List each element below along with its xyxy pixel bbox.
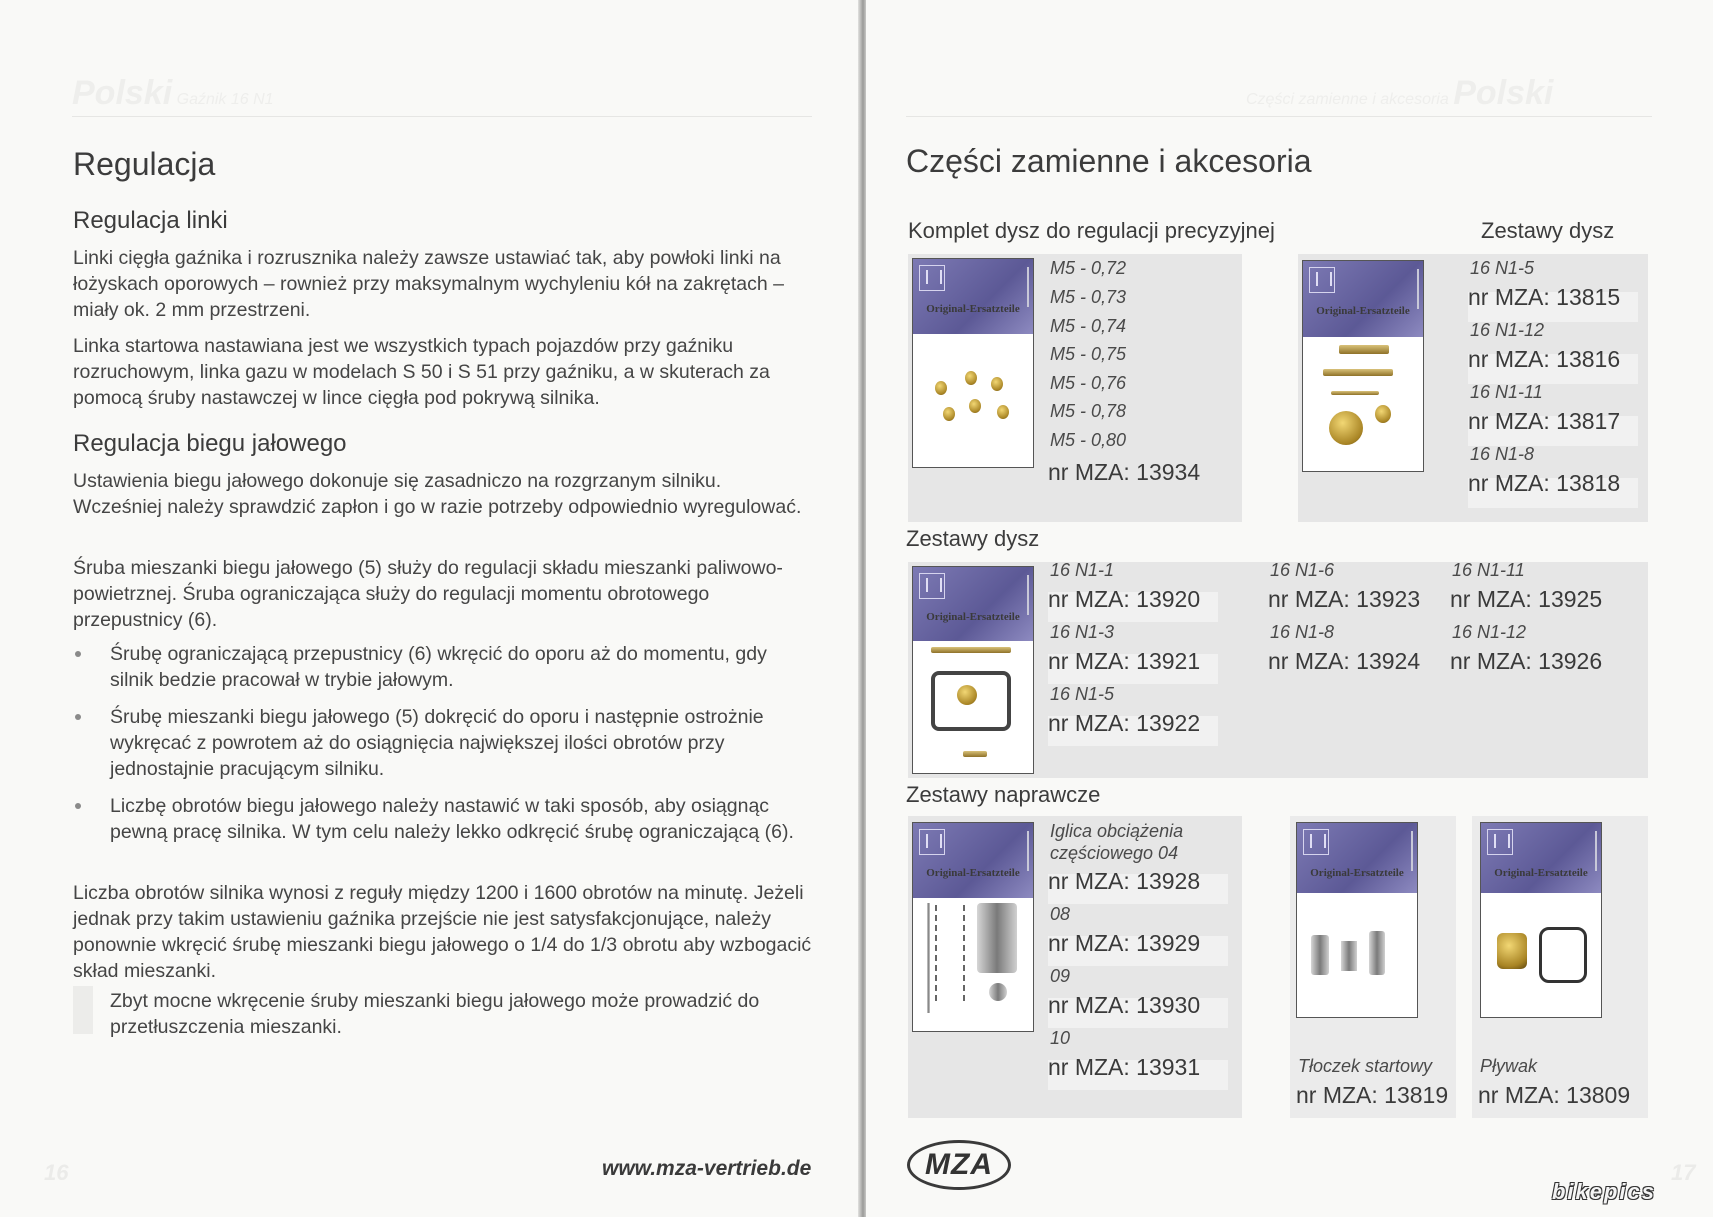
jet-part-icon	[997, 405, 1009, 419]
bullet-item-2: Śrubę mieszanki biegu jałowego (5) dokręcić do oporu i następnie ostrożnie wykręcać z powrotem aż do osiągnięcia największej ilości obrotów przy jednostajnie pracującym silniku.	[110, 706, 764, 780]
header-rule	[906, 116, 1652, 117]
header-rule	[72, 116, 812, 117]
mza-logo: MZA	[907, 1140, 1011, 1190]
part-code: 16 N1-3	[1050, 622, 1115, 642]
package-logo-icon	[1303, 829, 1329, 855]
package-label: Original-Ersatzteile	[1494, 867, 1588, 879]
package-label: Original-Ersatzteile	[1316, 305, 1410, 317]
jet-part-icon	[1375, 405, 1391, 423]
part-number: nr MZA: 13924	[1268, 648, 1421, 674]
part-code: 16 N1-1	[1050, 560, 1115, 580]
group-title-precision-jets: Komplet dysz do regulacji precyzyjnej	[908, 218, 1275, 243]
jet-part-icon	[935, 381, 947, 395]
bullet-dot	[75, 651, 81, 657]
package-label: Original-Ersatzteile	[926, 867, 1020, 879]
right-header	[1246, 74, 1553, 116]
paragraph-cable-2: Linka startowa nastawiana jest we wszystkich typach pojazdów przy gaźniku rozruchowym, linka gazu w modelach S 50 i S 51 przy gaźniku, a w skuterach za pomocą śruby nastawczej w lince cięgła pod pokrywą silnika.	[73, 335, 770, 409]
header-language: Polski	[72, 74, 173, 112]
product-card-jet-sets-2	[908, 562, 1648, 778]
jet-part-icon	[943, 407, 955, 421]
part-number: nr MZA: 13816	[1468, 346, 1621, 372]
jet-part-icon	[957, 685, 977, 705]
bullet-dot	[75, 714, 81, 720]
paragraph-idle-1: Ustawienia biegu jałowego dokonuje się zasadniczo na rozgrzanym silniku. Wcześniej należy sprawdzić zapłon i go w razie potrzeby odpowiednio wyregulować.	[73, 470, 802, 518]
part-code: 08	[1050, 904, 1071, 924]
package-label: Original-Ersatzteile	[1310, 867, 1404, 879]
part-code: 16 N1-8	[1470, 444, 1535, 464]
subsection-idle-adjustment: Regulacja biegu jałowego	[73, 430, 347, 457]
jet-size: M5 - 0,76	[1050, 373, 1127, 393]
part-number: nr MZA: 13928	[1048, 868, 1201, 894]
package-logo-icon	[1309, 267, 1335, 293]
jet-size: M5 - 0,72	[1050, 258, 1127, 278]
part-code: 16 N1-5	[1050, 684, 1115, 704]
jet-size: M5 - 0,73	[1050, 287, 1127, 307]
jet-size: M5 - 0,74	[1050, 316, 1127, 336]
part-code: 09	[1050, 966, 1071, 986]
package-label: Original-Ersatzteile	[926, 611, 1020, 623]
product-package-image	[912, 822, 1034, 1032]
section-title: Regulacja	[73, 146, 216, 182]
jet-part-icon	[965, 371, 977, 385]
part-number: nr MZA: 13931	[1048, 1054, 1201, 1080]
note-marker	[73, 986, 93, 1034]
part-description: Iglica obciążenia częściowego 04	[1050, 821, 1184, 863]
part-code: 16 N1-12	[1452, 622, 1527, 642]
right-page	[866, 0, 1713, 1217]
part-number: nr MZA: 13934	[1048, 459, 1201, 485]
note-text: Zbyt mocne wkręcenie śruby mieszanki biegu jałowego może prowadzić do przetłuszczenia mieszanki.	[110, 990, 760, 1038]
header-subtitle: Części zamienne i akcesoria	[1246, 91, 1449, 108]
needle-part-icon	[1331, 391, 1379, 395]
group-title-jet-sets: Zestawy dysz	[906, 526, 1040, 551]
package-logo-icon	[1487, 829, 1513, 855]
paragraph-idle-2: Śruba mieszanki biegu jałowego (5) służy do regulacji składu mieszanki paliwowo-powietrznej. Śruba ograniczająca służy do regulacji momentu obrotowego przepustnicy (6).	[73, 557, 783, 631]
bullet-item-3: Liczbę obrotów biegu jałowego należy nastawić w taki sposób, aby osiągnąc pewną pracę silnika. W tym celu należy lekko odkręcić śrubę ograniczającą (6).	[110, 795, 794, 843]
paragraph-rpm: Liczba obrotów silnika wynosi z reguły między 1200 i 1600 obrotów na minutę. Jeżeli jednak przy takim ustawieniu gaźnika przejście nie jest satysfakcjonujące, należy ponownie wkręcić śrubę mieszanki biegu jałowego o 1/4 do 1/3 obrotu aby wzbogacić skład mieszanki.	[73, 882, 812, 982]
section-title: Części zamienne i akcesoria	[906, 143, 1312, 179]
website-link[interactable]: www.mza-vertrieb.de	[602, 1157, 812, 1180]
part-code: 10	[1050, 1028, 1071, 1048]
page-number: 16	[44, 1160, 69, 1185]
jet-size: M5 - 0,78	[1050, 401, 1127, 421]
product-card-float	[1472, 816, 1648, 1118]
needle-part-icon	[963, 751, 987, 757]
product-card-jet-sets	[1298, 254, 1648, 522]
product-package-image	[1480, 822, 1602, 1018]
package-logo-icon	[919, 573, 945, 599]
package-logo-icon	[919, 265, 945, 291]
part-number: nr MZA: 13920	[1048, 586, 1201, 612]
spring-part-icon	[1341, 941, 1357, 971]
part-number: nr MZA: 13815	[1468, 284, 1621, 310]
needle-part-icon	[1323, 369, 1393, 376]
product-package-image	[1296, 822, 1418, 1018]
part-number: nr MZA: 13818	[1468, 470, 1621, 496]
product-package-image	[912, 566, 1034, 774]
jet-part-icon	[969, 399, 981, 413]
left-header	[72, 74, 274, 116]
product-package-image	[1302, 260, 1424, 472]
screw-part-icon	[1369, 931, 1385, 975]
jet-part-icon	[991, 377, 1003, 391]
bullet-item-1: Śrubę ograniczającą przepustnicy (6) wkręcić do oporu aż do momentu, gdy silnik bedzie pracował w trybie jałowym.	[110, 643, 767, 691]
product-card-starter-piston	[1290, 816, 1456, 1118]
subsection-cable-adjustment: Regulacja linki	[73, 207, 228, 234]
part-number: nr MZA: 13926	[1450, 648, 1603, 674]
part-code: 16 N1-11	[1452, 560, 1525, 580]
part-number: nr MZA: 13922	[1048, 710, 1201, 736]
bikepics-watermark: bikepics	[1551, 1179, 1657, 1204]
part-number: nr MZA: 13923	[1268, 586, 1421, 612]
part-code: 16 N1-5	[1470, 258, 1535, 278]
needle-part-icon	[931, 647, 1011, 653]
part-number: nr MZA: 13925	[1450, 586, 1603, 612]
bullet-dot	[75, 803, 81, 809]
slide-part-icon	[977, 903, 1017, 973]
float-part-icon	[1497, 933, 1527, 969]
spring-part-icon	[935, 905, 965, 1001]
paragraph-cable-1: Linki cięgła gaźnika i rozrusznika należy zawsze ustawiać tak, aby powłoki linki na łożyskach oporowych – rownież przy maksymalnym wychyleniu kół na zakrętach – miały ok. 2 mm przestrzeni.	[73, 247, 784, 321]
needle-part-icon	[927, 903, 930, 1013]
header-language: Polski	[1453, 74, 1554, 112]
product-package-image	[912, 258, 1034, 468]
product-card-needles	[908, 816, 1242, 1118]
part-code: 16 N1-11	[1470, 382, 1543, 402]
part-number: nr MZA: 13930	[1048, 992, 1201, 1018]
part-number: nr MZA: 13819	[1296, 1082, 1449, 1108]
page-number: 17	[1671, 1160, 1696, 1185]
part-code: 16 N1-12	[1470, 320, 1545, 340]
part-description: Tłoczek startowy	[1298, 1056, 1433, 1076]
part-number: nr MZA: 13929	[1048, 930, 1201, 956]
gasket-part-icon	[1539, 927, 1587, 983]
product-card-precision-jets	[908, 254, 1242, 522]
piston-part-icon	[1311, 935, 1329, 975]
package-label: Original-Ersatzteile	[926, 303, 1020, 315]
part-description: Pływak	[1480, 1056, 1538, 1076]
jet-size: M5 - 0,75	[1050, 344, 1127, 364]
group-title-jet-sets: Zestawy dysz	[1481, 218, 1615, 243]
group-title-repair-kits: Zestawy naprawcze	[906, 782, 1101, 807]
header-subtitle: Gaźnik 16 N1	[176, 91, 274, 108]
needle-part-icon	[1339, 345, 1389, 354]
jet-part-icon	[1329, 411, 1363, 445]
part-code: 16 N1-8	[1270, 622, 1335, 642]
part-number: nr MZA: 13921	[1048, 648, 1201, 674]
part-code: 16 N1-6	[1270, 560, 1335, 580]
jet-size: M5 - 0,80	[1050, 430, 1127, 450]
part-number: nr MZA: 13817	[1468, 408, 1621, 434]
clip-part-icon	[989, 983, 1007, 1001]
package-logo-icon	[919, 829, 945, 855]
part-number: nr MZA: 13809	[1478, 1082, 1631, 1108]
